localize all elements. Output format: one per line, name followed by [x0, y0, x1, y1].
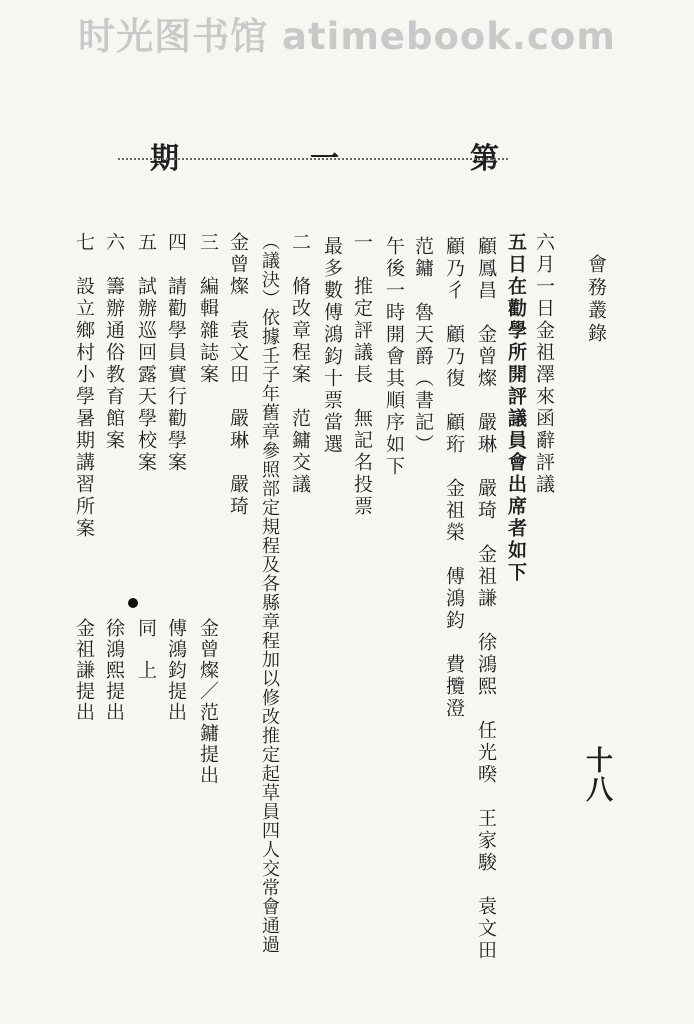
- watermark: 时光图书馆 atimebook.com: [78, 15, 616, 58]
- text-line-10: （議決）依據壬子年舊章參照部定規程及各縣章程加以修改推定起草員四人交常會通過: [259, 232, 280, 954]
- text-line-16: 七 設立鄉村小學暑期講習所案: [73, 232, 95, 540]
- text-line-6: 午後一時開會其順序如下: [383, 236, 405, 478]
- text-line-8: 最多數傅鴻鈞十票當選: [321, 236, 343, 456]
- text-line-14: 五 試辦巡回露天學校案: [135, 232, 157, 474]
- issue-label-qi: 期: [150, 141, 180, 175]
- text-line-1: 六月一日金祖澤來函辭評議: [533, 232, 555, 496]
- text-line-3: 顧鳳昌 金曾燦 嚴琳 嚴琦 金祖謙 徐鴻熙 任光暌 王家駿 袁文田: [475, 236, 497, 962]
- issue-label-yi: 一: [310, 141, 340, 175]
- issue-label-di: 第: [470, 141, 500, 175]
- text-line-13: 四 請勸學員實行勸學案: [165, 232, 187, 474]
- proposer-note-5: 金祖謙提出: [73, 618, 95, 723]
- proposer-note-3: 同 上: [135, 618, 157, 681]
- text-line-15: 六 籌辦通俗教育館案: [103, 232, 125, 452]
- running-head: 會務叢錄: [585, 254, 607, 346]
- text-line-11: 金曾燦 袁文田 嚴琳 嚴琦: [227, 232, 249, 518]
- text-line-4: 顧乃彳 顧乃復 顧珩 金祖榮 傅鴻鈞 費攬澄: [443, 236, 465, 720]
- bullet-mark: [128, 598, 138, 608]
- proposer-note-2: 傅鴻鈞提出: [165, 618, 187, 723]
- text-line-9: 二 脩改章程案 范鏞交議: [289, 232, 311, 496]
- text-line-5: 范鏞 魯天爵（書記）: [412, 236, 434, 456]
- proposer-note-4: 徐鴻熙提出: [103, 618, 125, 723]
- text-line-2: 五日在勸學所開評議員會出席者如下: [505, 232, 527, 584]
- proposer-note-1: 金曾燦／范鏞提出: [197, 618, 219, 786]
- text-line-7: 一 推定評議長 無記名投票: [351, 232, 373, 518]
- text-line-12: 三 編輯雜誌案: [197, 232, 219, 386]
- page-number: 十八: [581, 746, 612, 804]
- dotted-rule: [118, 158, 508, 160]
